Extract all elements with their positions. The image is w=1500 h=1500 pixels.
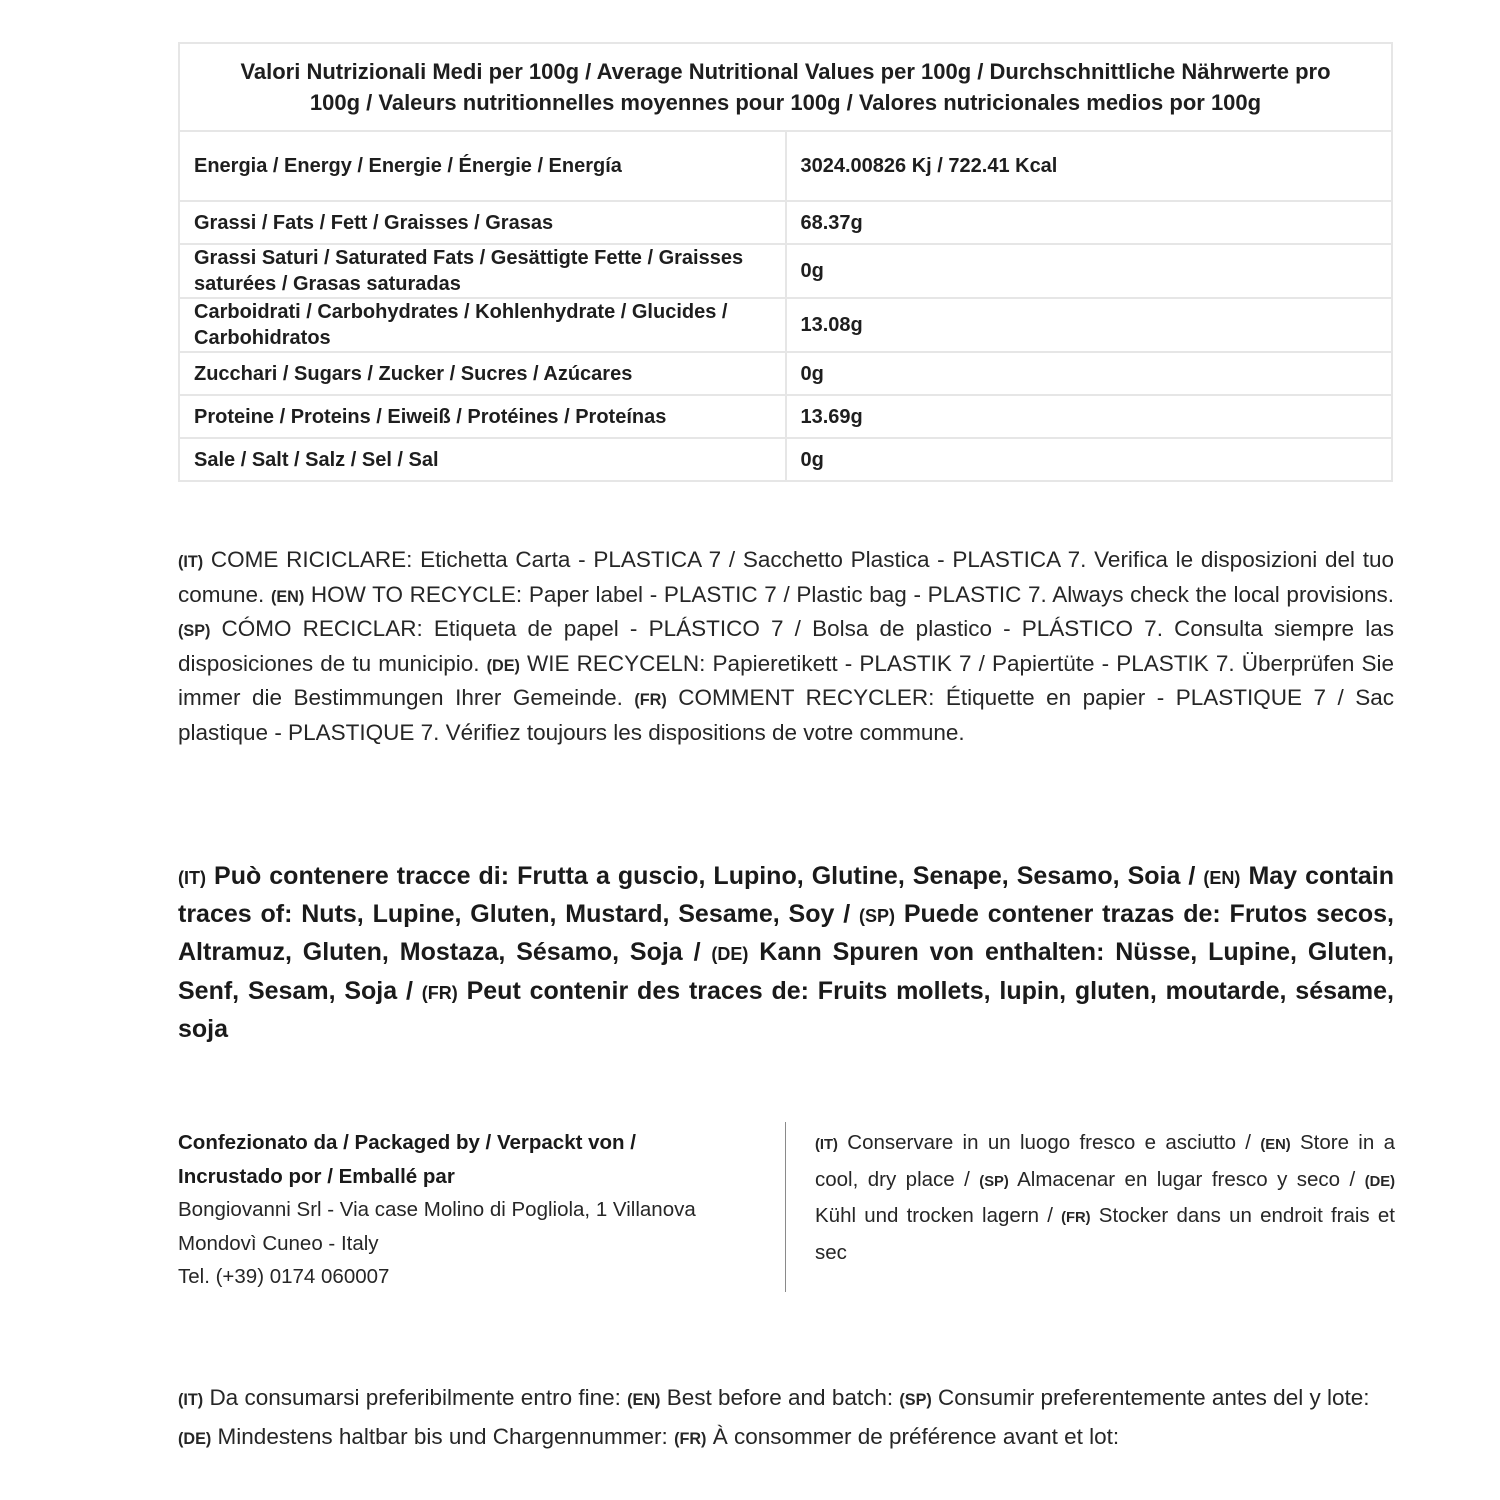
lang-code-sp: (SP) (979, 1173, 1009, 1190)
nutrient-value: 68.37g (786, 201, 1393, 244)
lang-code-en: (EN) (1203, 868, 1241, 888)
best-before-text-it: Da consumarsi preferibilmente entro fine: (209, 1385, 621, 1410)
nutrition-row-fats (179, 201, 1392, 244)
lang-code-sp: (SP) (899, 1391, 932, 1409)
best-before-text-sp: Consumir preferentemente antes del y lote: (938, 1385, 1370, 1410)
nutrition-table-title: Valori Nutrizionali Medi per 100g / Average Nutritional Values per 100g / Durchschnittliche Nährwerte pro 100g / Valeurs nutritionnelles moyennes pour 100g / Valores nutricionales medios por 100g (179, 43, 1392, 131)
nutrient-value: 0g (786, 352, 1393, 395)
nutrition-row-salt (179, 438, 1392, 481)
lang-code-fr: (FR) (1061, 1210, 1091, 1227)
vertical-divider (785, 1122, 786, 1292)
lang-code-it: (IT) (178, 868, 206, 888)
nutrition-table (178, 42, 1393, 482)
lang-code-de: (DE) (1364, 1173, 1396, 1190)
recycling-text-de: WIE RECYCELN: Papieretikett - PLASTIK 7 / Papiertüte - PLASTIK 7. Überprüfen Sie immer die Bestimmungen Ihrer Gemeinde. (178, 650, 1394, 711)
packager-label-line1: Confezionato da / Packaged by / Verpackt von / (178, 1131, 636, 1154)
lang-code-de: (DE) (178, 1429, 212, 1448)
nutrient-value: 0g (786, 244, 1393, 298)
storage-text-fr: Stocker dans un endroit frais et sec (815, 1204, 1395, 1264)
recycling-text-sp: CÓMO RECICLAR: Etiqueta de papel - PLÁSTICO 7 / Bolsa de plastico - PLÁSTICO 7. Consulta siempre las disposiciones de tu municipio. (178, 616, 1394, 676)
allergen-text-fr: Peut contenir des traces de: Fruits mollets, lupin, gluten, moutarde, sésame, soja (178, 976, 1395, 1043)
packager-phone: Tel. (+39) 0174 060007 (178, 1265, 390, 1289)
packager-label-line2: Incrustado por / Emballé par (178, 1164, 455, 1188)
recycling-text-fr: COMMENT RECYCLER: Étiquette en papier - PLASTIQUE 7 / Sac plastique - PLASTIQUE 7. Vérifiez toujours les dispositions de votre commune. (178, 685, 1394, 745)
nutrition-header-row (179, 43, 1392, 131)
allergen-warning (178, 858, 1394, 1047)
lang-code-it: (IT) (178, 553, 204, 571)
recycling-instructions (178, 544, 1394, 750)
lang-code-en: (EN) (1260, 1137, 1291, 1153)
nutrient-value: 3024.00826 Kj / 722.41 Kcal (786, 131, 1393, 201)
packager-address-line2: Mondovì Cuneo - Italy (178, 1231, 379, 1255)
lang-code-en: (EN) (270, 587, 305, 606)
best-before-text-en: Best before and batch: (666, 1385, 894, 1410)
best-before-statement (178, 1380, 1394, 1457)
allergen-text-de: Kann Spuren von enthalten: Nüsse, Lupine, Gluten, Senf, Sesam, Soja / (178, 938, 1394, 1005)
lang-code-en: (EN) (627, 1391, 661, 1409)
allergen-text-sp: Puede contener trazas de: Frutos secos, Altramuz, Gluten, Mostaza, Sésamo, Soja / (178, 900, 1394, 967)
best-before-text-fr: À consommer de préférence avant et lot: (712, 1423, 1120, 1449)
storage-text-de: Kühl und trocken lagern / (815, 1204, 1053, 1228)
lang-code-fr: (FR) (421, 982, 458, 1003)
lang-code-it: (IT) (178, 1391, 204, 1409)
storage-text-it: Conservare in un luogo fresco e asciutto / (847, 1131, 1251, 1154)
nutrition-row-energy (179, 131, 1392, 201)
recycling-text-it: COME RICICLARE: Etichetta Carta - PLASTICA 7 / Sacchetto Plastica - PLASTICA 7. Verifica le disposizioni del tuo comune. (178, 547, 1394, 607)
nutrient-label: Carboidrati / Carbohydrates / Kohlenhydrate / Glucides / Carbohidratos (179, 298, 786, 352)
nutrition-row-proteins (179, 395, 1392, 438)
lang-code-sp: (SP) (859, 906, 896, 927)
lang-code-de: (DE) (711, 944, 749, 965)
nutrient-label: Sale / Salt / Salz / Sel / Sal (179, 438, 786, 481)
storage-text-sp: Almacenar en lugar fresco y seco / (1017, 1167, 1356, 1191)
lang-code-it: (IT) (815, 1137, 838, 1153)
nutrient-label: Grassi / Fats / Fett / Graisses / Grasas (179, 201, 786, 244)
nutrient-label: Proteine / Proteins / Eiweiß / Protéines / Proteínas (179, 395, 786, 438)
nutrient-value: 0g (786, 438, 1393, 481)
nutrition-row-carbohydrates (179, 298, 1392, 352)
nutrient-value: 13.08g (786, 298, 1393, 352)
lang-code-de: (DE) (486, 656, 520, 675)
packager-address-line1: Bongiovanni Srl - Via case Molino di Pogliola, 1 Villanova (178, 1198, 696, 1222)
nutrient-label: Grassi Saturi / Saturated Fats / Gesättigte Fette / Graisses saturées / Grasas saturadas (179, 244, 786, 298)
nutrient-label: Energia / Energy / Energie / Énergie / Energía (179, 131, 786, 201)
recycling-text-en: HOW TO RECYCLE: Paper label - PLASTIC 7 / Plastic bag - PLASTIC 7. Always check the local provisions. (310, 581, 1394, 607)
nutrition-row-sugars (179, 352, 1392, 395)
lang-code-fr: (FR) (634, 691, 667, 710)
allergen-text-en: May contain traces of: Nuts, Lupine, Gluten, Mustard, Sesame, Soy / (178, 862, 1395, 929)
lang-code-fr: (FR) (674, 1429, 707, 1448)
nutrient-value: 13.69g (786, 395, 1393, 438)
lang-code-sp: (SP) (178, 622, 211, 641)
storage-instructions (815, 1126, 1395, 1269)
best-before-text-de: Mindestens haltbar bis und Chargennummer: (217, 1423, 668, 1449)
nutrient-label: Zucchari / Sugars / Zucker / Sucres / Azúcares (179, 352, 786, 395)
storage-text-en: Store in a cool, dry place / (815, 1131, 1395, 1191)
nutrition-row-saturated-fats (179, 244, 1392, 298)
packager-info (178, 1126, 768, 1294)
allergen-text-it: Può contenere tracce di: Frutta a guscio, Lupino, Glutine, Senape, Sesamo, Soia / (214, 862, 1196, 890)
